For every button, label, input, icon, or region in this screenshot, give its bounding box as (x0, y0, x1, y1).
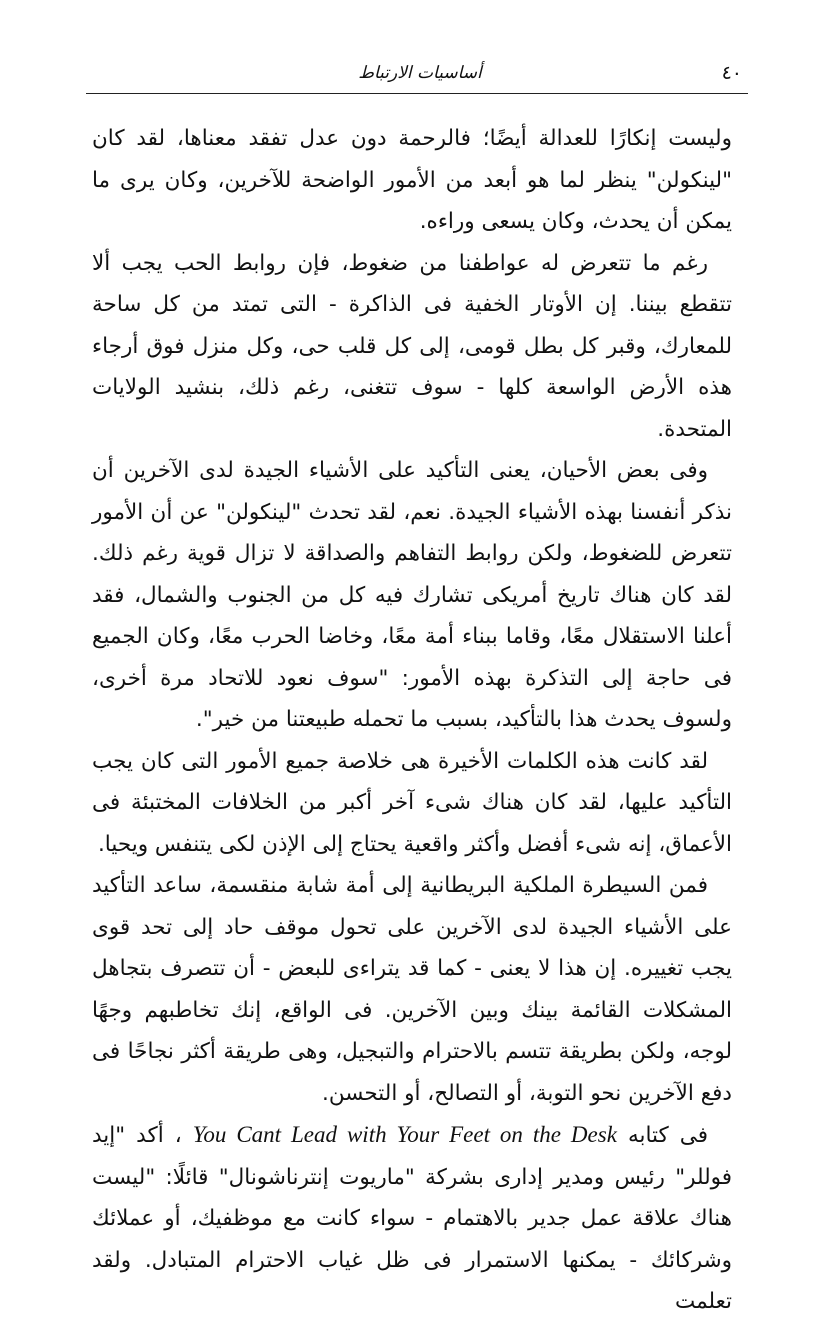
page-header (92, 62, 748, 88)
paragraph-6-prefix: فى كتابه (627, 1123, 708, 1148)
paragraph-5: فمن السيطرة الملكية البريطانية إلى أمة شابة منقسمة، ساعد التأكيد على الأشياء الجيدة لدى الآخرين على تحول موقف حاد إلى تحد قوى يجب تغييره. إن هذا لا يعنى - كما قد يتراءى للبعض - أن تتصرف بتجاهل المشكلات القائمة بينك وبين الآخرين. فى الواقع، إنك تخاطبهم وجهًا لوجه، ولكن بطريقة تتسم بالاحترام والتبجيل، وهى طريقة أكثر نجاحًا فى دفع الآخرين نحو التوبة، أو التصالح، أو التحسن. (92, 873, 732, 1106)
paragraph-2: رغم ما تتعرض له عواطفنا من ضغوط، فإن روابط الحب يجب ألا تتقطع بيننا. إن الأوتار الخفية فى الذاكرة - التى تمتد من كل ساحة للمعارك، وقبر كل بطل قومى، إلى كل قلب حى، وكل منزل فوق أرجاء هذه الأرض الواسعة كلها - سوف تتغنى، رغم ذلك، بنشيد الولايات المتحدة. (92, 250, 732, 442)
paragraph-6 (92, 1114, 732, 1323)
running-title: أساسيات الارتباط (358, 63, 482, 83)
paragraph-3: وفى بعض الأحيان، يعنى التأكيد على الأشياء الجيدة لدى الآخرين أن نذكر أنفسنا بهذه الأشياء الجيدة. نعم، لقد تحدث "لينكولن" عن أن الأمور تتعرض للضغوط، ولكن روابط التفاهم والصداقة لا تزال قوية رغم ذلك. لقد كان هناك تاريخ أمريكى تشارك فيه كل من الجنوب والشمال، فقد أعلنا الاستقلال معًا، وقاما ببناء أمة معًا، وخاضا الحرب معًا، وكان الجميع فى حاجة إلى التذكرة بهذه الأمور: "سوف نعود للاتحاد مرة أخرى، ولسوف يحدث هذا بالتأكيد، بسبب ما تحمله طبيعتنا من خير". (92, 458, 732, 732)
paragraph-6-rest: ، أكد "إيد فوللر" رئيس ومدير إدارى بشركة "ماريوت إنترناشونال" قائلًا: "ليست هناك علاقة عمل جدير بالاهتمام - سواء كانت مع موظفيك، أو عملائك وشركائك - يمكنها الاستمرار فى ظل غياب الاحترام المتبادل. ولقد تعلمت (92, 1123, 732, 1314)
page-number: ٤٠ (721, 62, 742, 84)
header-rule (86, 93, 748, 94)
paragraph-4: لقد كانت هذه الكلمات الأخيرة هى خلاصة جميع الأمور التى كان يجب التأكيد عليها، لقد كان هناك شىء آخر أكبر من الخلافات المختبئة فى الأعماق، إنه شىء أفضل وأكثر واقعية يحتاج إلى الإذن لكى يتنفس ويحيا. (92, 748, 732, 857)
paragraph-1: وليست إنكارًا للعدالة أيضًا؛ فالرحمة دون عدل تفقد معناها، لقد كان "لينكولن" ينظر لما هو أبعد من الأمور الواضحة للآخرين، وكان يرى ما يمكن أن يحدث، وكان يسعى وراءه. (92, 126, 732, 234)
body-text (92, 118, 732, 1323)
book-title: You Cant Lead with Your Feet on the Desk (192, 1122, 617, 1147)
